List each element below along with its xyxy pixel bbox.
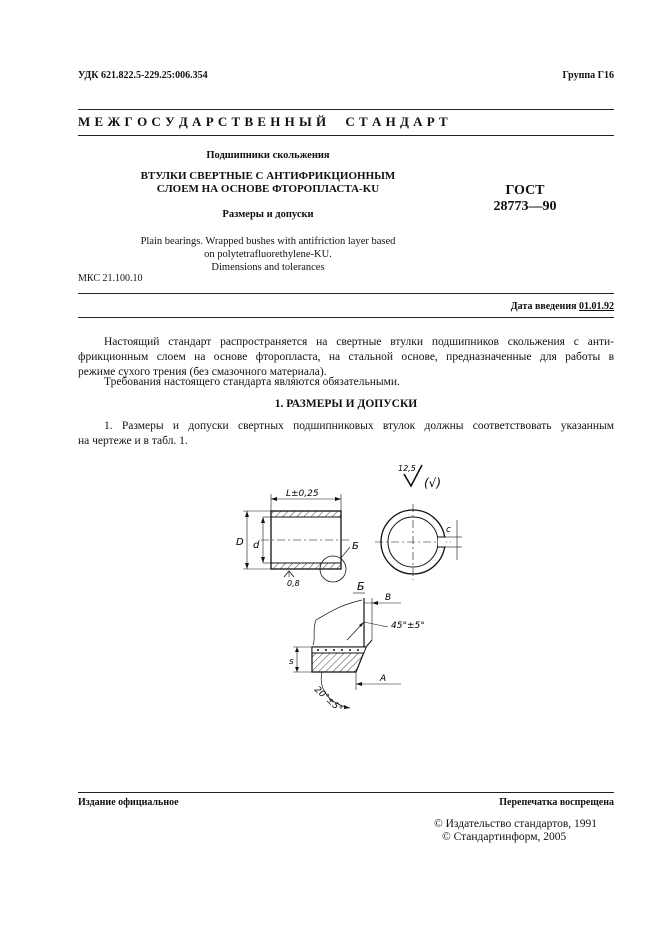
- angle-20: 20°±5°: [311, 684, 344, 715]
- english-title-line3: Dimensions and tolerances: [211, 262, 325, 273]
- roughness-value: 12,5: [398, 464, 416, 473]
- main-title-line1: ВТУЛКИ СВЕРТНЫЕ С АНТИФРИКЦИОННЫМ: [140, 170, 396, 182]
- gost-number: 28773—90: [493, 199, 557, 214]
- english-title-line2: on polytetrafluorethylene-KU.: [204, 249, 332, 260]
- paragraph-mandatory: Требования настоящего стандарта являются обязательными.: [104, 376, 400, 388]
- group-code: Группа Г16: [562, 70, 614, 81]
- gap-label: c: [446, 525, 451, 535]
- footer-rule: [78, 792, 614, 793]
- intro-date-label: Дата введения: [510, 301, 577, 312]
- paragraph-dimensions-line2: на чертеже и в табл. 1.: [78, 435, 188, 447]
- angle-45: 45°±5°: [391, 621, 425, 631]
- mark-a: А: [380, 674, 387, 684]
- interstate-standard-heading: М Е Ж Г О С У Д А Р С Т В Е Н Н Ы Й С Т А Н Д А Р Т: [78, 114, 449, 129]
- paragraph-scope-line1: Настоящий стандарт распространяется на свертные втулки подшипников скольжения с анти-: [104, 336, 614, 348]
- detail-reference: Б: [352, 541, 359, 552]
- paragraph-scope-line3: режиме сухого трения (без смазочного материала).: [78, 366, 327, 378]
- main-title-line2: СЛОЕМ НА ОСНОВЕ ФТОРОПЛАСТА-KU: [156, 183, 380, 195]
- length-dimension: L±0,25: [286, 489, 319, 499]
- udk-code: УДК 621.822.5-229.25:006.354: [78, 70, 208, 81]
- outer-diameter-label: D: [236, 537, 244, 548]
- thickness-label: s: [289, 657, 294, 667]
- copyright-line2: © Стандартинформ, 2005: [442, 831, 567, 843]
- bushing-side-view: [236, 489, 359, 588]
- chamfer-value: 0,8: [287, 579, 300, 588]
- roughness-symbol: [398, 464, 441, 490]
- paragraph-scope-line2: фрикционным слоем на основе фторопласта, на стальной основе, предназначенные для работы в: [78, 351, 614, 363]
- copyright-line1: © Издательство стандартов, 1991: [434, 818, 598, 830]
- mks-code: МКС 21.100.10: [78, 273, 143, 284]
- roughness-paren: (√): [424, 476, 442, 490]
- detail-b-view: [289, 580, 425, 715]
- inner-diameter-label: d: [253, 540, 260, 551]
- official-edition: Издание официальное: [78, 797, 179, 808]
- detail-title: Б: [357, 580, 365, 593]
- reprint-prohibited: Перепечатка воспрещена: [499, 797, 614, 808]
- english-title-line1: Plain bearings. Wrapped bushes with antifriction layer based: [140, 236, 396, 247]
- paragraph-dimensions-line1: 1. Размеры и допуски свертных подшипниковых втулок должны соответствовать указанным: [104, 420, 614, 432]
- category-title: Подшипники скольжения: [206, 150, 330, 161]
- copyright-block: [434, 818, 614, 844]
- intro-date-value: 01.01.92: [579, 301, 614, 312]
- section-1-title: 1. РАЗМЕРЫ И ДОПУСКИ: [274, 398, 418, 410]
- subtitle: Размеры и допуски: [222, 209, 314, 220]
- gost-label: ГОСТ: [505, 183, 545, 198]
- mark-b: В: [385, 593, 392, 603]
- bushing-front-view: [375, 504, 462, 580]
